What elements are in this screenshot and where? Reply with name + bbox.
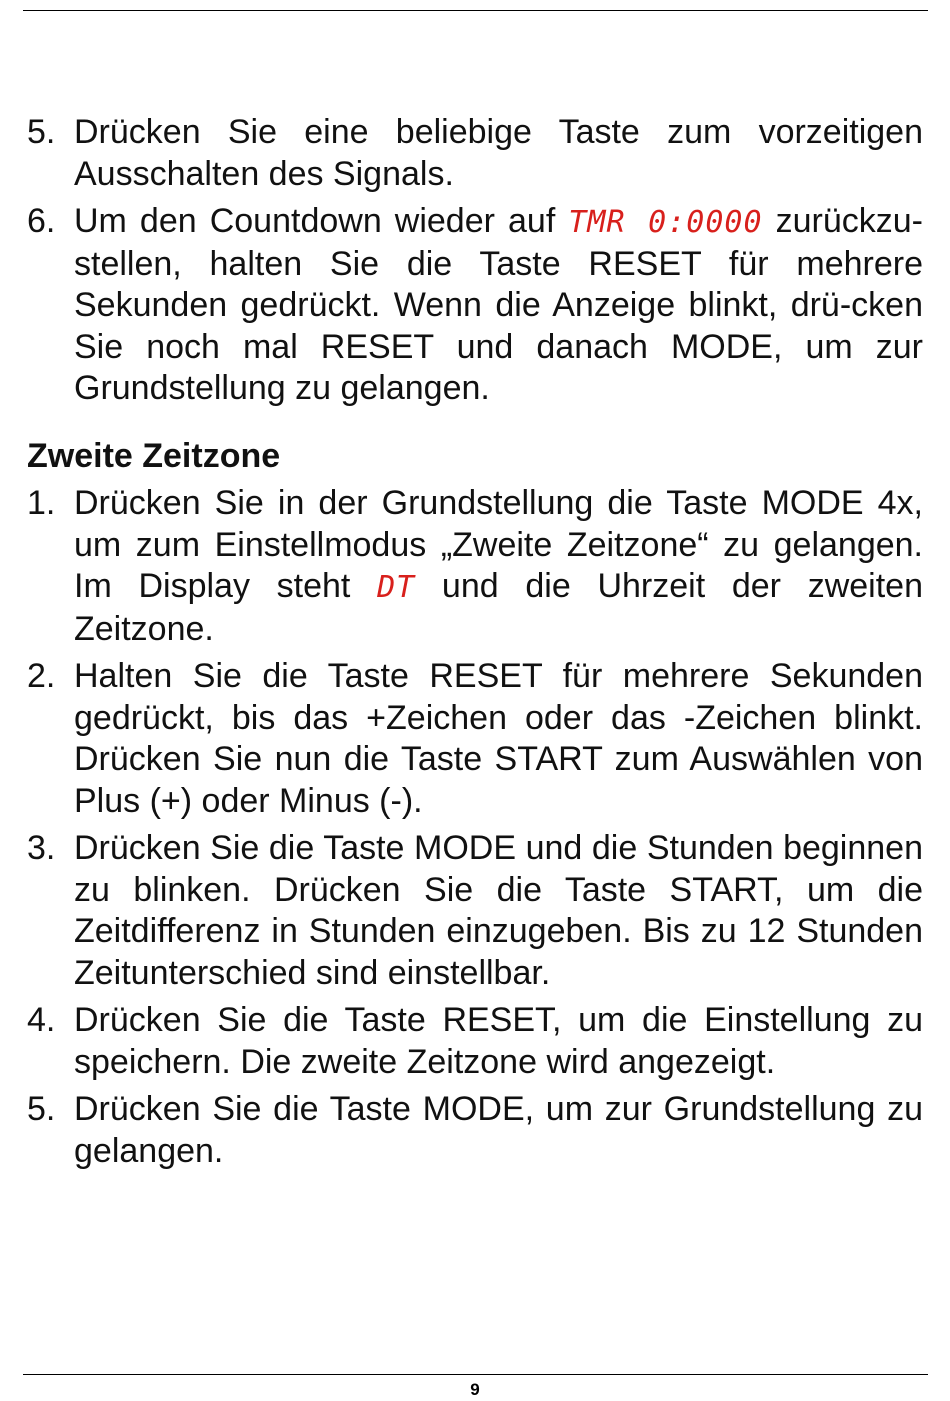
- item-number: 4.: [27, 1001, 56, 1039]
- list-item: [27, 828, 923, 994]
- page-content: [27, 112, 923, 1178]
- item-number: 3.: [27, 829, 56, 867]
- page-number: 9: [470, 1380, 480, 1399]
- list-item: [27, 112, 923, 195]
- item-text-pre: Drücken Sie in der Grundstellung die Taste MODE 4x, um zum Einstellmodus „Zweite Zeitzone“ zu gelangen. Im Display steht: [74, 484, 923, 605]
- item-text: Halten Sie die Taste RESET für mehrere Sekunden gedrückt, bis das +Zeichen oder das -Zeichen blinkt. Drücken Sie nun die Taste START zum Auswählen von Plus (+) oder Minus (-).: [74, 657, 923, 820]
- item-text-post: und die Uhrzeit der zweiten Zeitzone.: [74, 567, 923, 648]
- list-item: [27, 201, 923, 410]
- list-item: [27, 1000, 923, 1083]
- item-text: Drücken Sie die Taste MODE, um zur Grundstellung zu gelangen.: [74, 1090, 923, 1170]
- instruction-list-2: [27, 483, 923, 1172]
- item-number: 5.: [27, 1090, 56, 1128]
- item-number: 2.: [27, 657, 56, 695]
- lcd-display-text: TMR 0:0000: [568, 205, 763, 240]
- list-item: [27, 483, 923, 650]
- item-number: 6.: [27, 202, 56, 240]
- item-text: Drücken Sie eine beliebige Taste zum vorzeitigen Ausschalten des Signals.: [74, 113, 923, 193]
- item-text-post: zurückzu-stellen, halten Sie die Taste RESET für mehrere Sekunden gedrückt. Wenn die Anzeige blinkt, drü-cken Sie noch mal RESET und danach MODE, um zur Grundstellung zu gelangen.: [74, 202, 923, 407]
- instruction-list-1: [27, 112, 923, 410]
- list-item: [27, 656, 923, 822]
- list-item: [27, 1089, 923, 1172]
- top-rule: [23, 10, 928, 11]
- bottom-rule: [23, 1374, 928, 1375]
- item-text: Drücken Sie die Taste MODE und die Stunden beginnen zu blinken. Drücken Sie die Taste START, um die Zeitdifferenz in Stunden einzugeben. Bis zu 12 Stunden Zeitunterschied sind einstellbar.: [74, 829, 923, 992]
- item-number: 1.: [27, 484, 56, 522]
- section-heading: Zweite Zeitzone: [27, 436, 281, 475]
- item-text: Drücken Sie die Taste RESET, um die Einstellung zu speichern. Die zweite Zeitzone wird angezeigt.: [74, 1001, 923, 1081]
- item-number: 5.: [27, 113, 56, 151]
- item-text-pre: Um den Countdown wieder auf: [74, 202, 569, 240]
- lcd-display-text: DT: [377, 570, 416, 605]
